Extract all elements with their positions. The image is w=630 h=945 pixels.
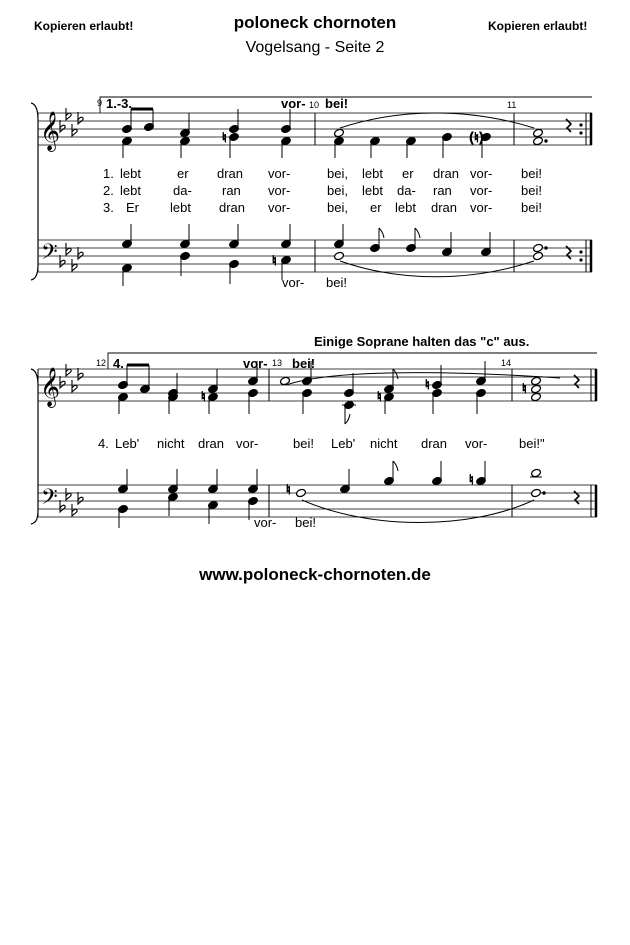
svg-text:Er: Er — [126, 200, 139, 215]
svg-text:vor-: vor- — [268, 183, 291, 198]
svg-text:dran: dran — [198, 436, 225, 451]
upper-lyric: bei! — [292, 356, 316, 371]
measure-number: 10 — [309, 100, 320, 110]
svg-text:♮: ♮ — [377, 390, 382, 405]
svg-text:ran: ran — [433, 183, 452, 198]
svg-text:vor-: vor- — [465, 436, 488, 451]
svg-text:er: er — [370, 200, 382, 215]
svg-text:lebt: lebt — [362, 166, 383, 181]
svg-text:bei,: bei, — [327, 166, 348, 181]
svg-text:vor-: vor- — [268, 200, 291, 215]
svg-text:bei!: bei! — [293, 436, 314, 451]
svg-text:vor-: vor- — [470, 166, 493, 181]
system-2 — [31, 334, 597, 530]
svg-text:bei!: bei! — [521, 200, 542, 215]
svg-text:vor-: vor- — [236, 436, 259, 451]
svg-text:bei!": bei!" — [519, 436, 545, 451]
bass-notes — [117, 461, 579, 528]
svg-text:er: er — [402, 166, 414, 181]
bass-lyric: vor- — [282, 275, 305, 290]
svg-text:da-: da- — [173, 183, 192, 198]
svg-text:vor-: vor- — [470, 183, 493, 198]
svg-text:lebt: lebt — [362, 183, 383, 198]
svg-text:lebt: lebt — [120, 166, 141, 181]
svg-text:dran: dran — [217, 166, 244, 181]
svg-text:Leb': Leb' — [331, 436, 356, 451]
svg-text:dran: dran — [431, 200, 458, 215]
treble-clef-icon: 𝄞 — [40, 111, 61, 151]
page-title: poloneck chornoten — [233, 13, 397, 32]
verse-3 — [103, 200, 542, 215]
svg-text:nicht: nicht — [157, 436, 185, 451]
bass-lyric: vor- — [254, 515, 277, 530]
treble-notes — [121, 109, 571, 158]
copy-notice-left: Kopieren erlaubt! — [34, 19, 134, 33]
svg-text:dran: dran — [219, 200, 246, 215]
upper-lyric: vor- — [243, 356, 268, 371]
svg-text:nicht: nicht — [370, 436, 398, 451]
svg-text:♮: ♮ — [222, 131, 227, 146]
bass-clef-icon: 𝄢 — [41, 485, 58, 515]
treble-notes — [117, 361, 579, 424]
volta-label: 1.-3. — [106, 96, 133, 111]
bass-clef-icon: 𝄢 — [41, 240, 58, 270]
verse-2 — [103, 183, 542, 198]
svg-text:dran: dran — [433, 166, 460, 181]
svg-text:3.: 3. — [103, 200, 114, 215]
svg-text:♮: ♮ — [469, 473, 474, 488]
measure-number: 11 — [507, 100, 517, 110]
svg-text:lebt: lebt — [170, 200, 191, 215]
svg-text:4.: 4. — [98, 436, 109, 451]
svg-text:1.: 1. — [103, 166, 114, 181]
svg-text:vor-: vor- — [470, 200, 493, 215]
svg-text:♮: ♮ — [286, 483, 291, 498]
svg-text:bei,: bei, — [327, 183, 348, 198]
treble-clef-icon: 𝄞 — [40, 367, 61, 407]
svg-text:Leb': Leb' — [115, 436, 140, 451]
svg-text:♮: ♮ — [425, 378, 430, 393]
svg-text:bei!: bei! — [521, 183, 542, 198]
svg-text:(♮): (♮) — [469, 131, 484, 146]
copy-notice-right: Kopieren erlaubt! — [488, 19, 588, 33]
page-subtitle: Vogelsang - Seite 2 — [245, 39, 385, 56]
svg-text:vor-: vor- — [268, 166, 291, 181]
svg-text:dran: dran — [421, 436, 448, 451]
measure-number: 9 — [97, 98, 103, 108]
performance-note: Einige Soprane halten das "c" aus. — [314, 334, 530, 349]
svg-text:lebt: lebt — [395, 200, 416, 215]
upper-lyric: vor- — [281, 96, 306, 111]
svg-text:♮: ♮ — [522, 382, 527, 397]
svg-text:da-: da- — [397, 183, 416, 198]
verse-4 — [98, 436, 545, 451]
bass-lyric: bei! — [295, 515, 316, 530]
svg-text:er: er — [177, 166, 189, 181]
key-signature-flats-icon — [60, 108, 83, 271]
measure-number: 13 — [272, 358, 283, 368]
svg-text:♮: ♮ — [272, 254, 277, 269]
bass-lyric: bei! — [326, 275, 347, 290]
svg-text:2.: 2. — [103, 183, 114, 198]
verse-1 — [103, 166, 542, 181]
svg-text:ran: ran — [222, 183, 241, 198]
system-brace — [31, 103, 38, 280]
volta-label: 4. — [113, 356, 124, 371]
svg-text:bei!: bei! — [521, 166, 542, 181]
upper-lyric: bei! — [325, 96, 349, 111]
website-link[interactable]: www.poloneck-chornoten.de — [199, 565, 431, 584]
measure-number: 12 — [96, 358, 107, 368]
svg-text:♮: ♮ — [201, 390, 206, 405]
svg-text:bei,: bei, — [327, 200, 348, 215]
svg-text:lebt: lebt — [120, 183, 141, 198]
measure-number: 14 — [501, 358, 512, 368]
system-1 — [31, 96, 592, 290]
